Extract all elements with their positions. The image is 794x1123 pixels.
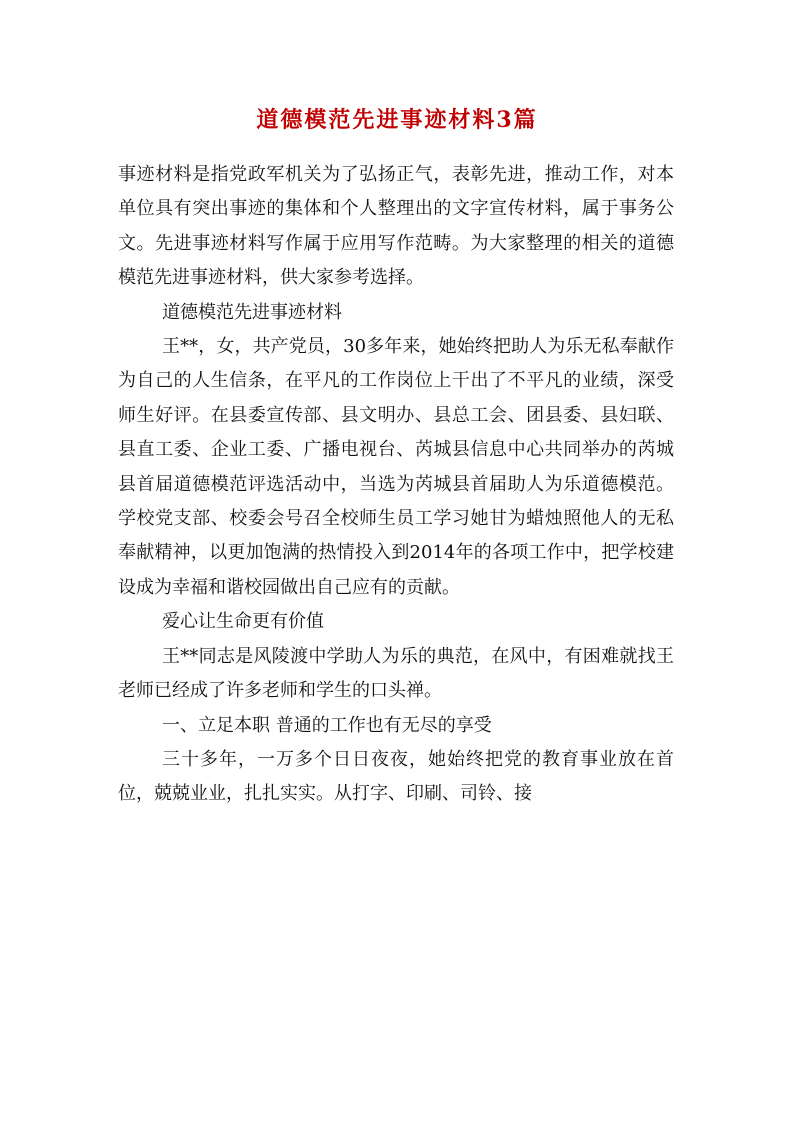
paragraph: 王**同志是风陵渡中学助人为乐的典范，在风中，有困难就找王老师已经成了许多老师和学生的口头禅。 xyxy=(118,645,674,702)
document-body xyxy=(118,158,674,812)
paragraph: 王**，女，共产党员，30多年来，她始终把助人为乐无私奉献作为自己的人生信条，在平凡的工作岗位上干出了不平凡的业绩，深受师生好评。在县委宣传部、县文明办、县总工会、团县委、县妇联、县直工委、企业工委、广播电视台、芮城县信息中心共同举办的芮城县首届道德模范评选活动中，当选为芮城县首届助人为乐道德模范。学校党支部、校委会号召全校师生员工学习她甘为蜡烛照他人的无私奉献精神，以更加饱满的热情投入到2014年的各项工作中，把学校建设成为幸福和谐校园做出自己应有的贡献。 xyxy=(118,336,674,598)
document-title: 道德模范先进事迹材料3篇 xyxy=(256,107,538,133)
paragraph-intro: 事迹材料是指党政军机关为了弘扬正气，表彰先进，推动工作，对本单位具有突出事迹的集体和个人整理出的文字宣传材料，属于事务公文。先进事迹材料写作属于应用写作范畴。为大家整理的相关的道德模范先进事迹材料，供大家参考选择。 xyxy=(118,164,674,289)
section-heading: 爱心让生命更有价值 xyxy=(162,611,324,633)
paragraph: 三十多年，一万多个日日夜夜，她始终把党的教育事业放在首位，兢兢业业，扎扎实实。从打字、印刷、司铃、接 xyxy=(118,748,674,805)
section-heading: 道德模范先进事迹材料 xyxy=(162,301,342,323)
section-heading: 一、立足本职 普通的工作也有无尽的享受 xyxy=(162,714,492,736)
